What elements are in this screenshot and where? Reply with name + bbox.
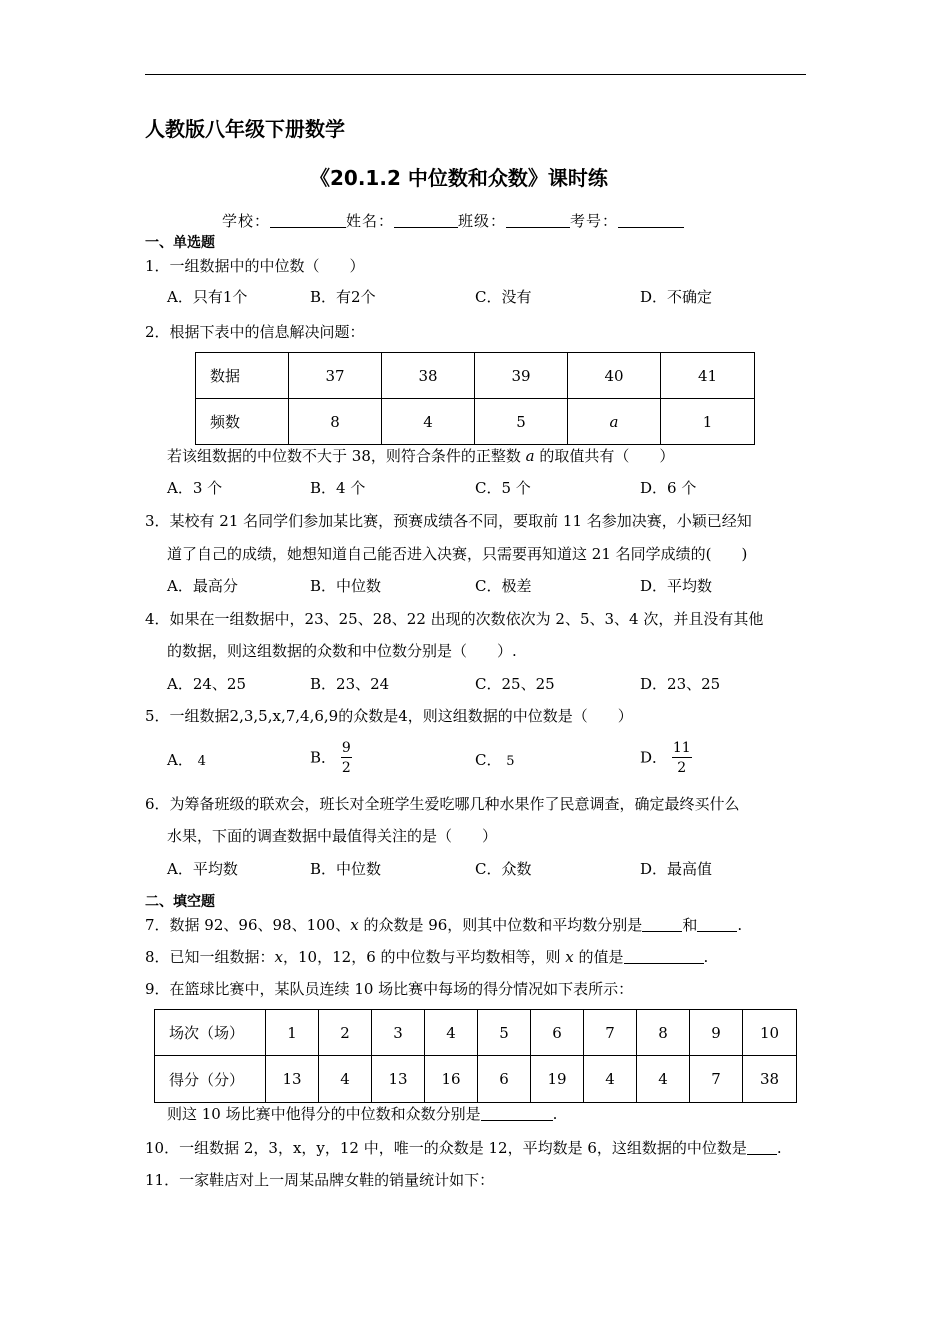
fraction-numerator: 11 <box>672 740 691 756</box>
q1-option-b: B．有2个 <box>310 288 376 306</box>
q6-option-b: B．中位数 <box>310 860 382 878</box>
q4-option-b: B．23、24 <box>310 675 390 693</box>
q9-blank[interactable] <box>481 1106 553 1121</box>
q2-freq-row <box>196 399 755 445</box>
exam-no-blank[interactable] <box>618 213 684 228</box>
q2-option-c: C．5 个 <box>475 479 531 497</box>
q10-text: 10．一组数据 2，3，x，y，12 中，唯一的众数是 12，平均数是 6，这组数据的中位数是 <box>145 1139 747 1157</box>
q1-option-a: A．只有1个 <box>167 288 248 306</box>
q4-stem-line1: 4．如果在一组数据中，23、25、28、22 出现的次数依次为 2、5、3、4 次，并且没有其他 <box>145 610 764 628</box>
q9-score-cell: 38 <box>743 1056 797 1103</box>
q2-data-cell: 41 <box>661 353 755 399</box>
q8-text-post: 的值是 <box>573 948 624 966</box>
q5-option-d-fraction <box>672 741 692 775</box>
q9-score-cell: 13 <box>372 1056 425 1103</box>
q9-scores-row <box>155 1056 797 1103</box>
q4-option-a: A．24、25 <box>167 675 247 693</box>
q8-end: . <box>703 948 709 966</box>
q9-follow-up <box>167 1106 557 1122</box>
name-blank[interactable] <box>394 213 458 228</box>
q2-follow-text: 若该组数据的中位数不大于 38，则符合条件的正整数 <box>167 447 526 465</box>
fraction-numerator: 9 <box>341 740 351 756</box>
q10-stem <box>145 1140 782 1156</box>
q9-score-cell: 6 <box>478 1056 531 1103</box>
q5-mode-value: 4 <box>398 707 408 725</box>
q6-stem-line1: 6．为筹备班级的联欢会，班长对全班学生爱吃哪几种水果作了民意调查，确定最终买什么 <box>145 795 740 813</box>
school-blank[interactable] <box>270 213 346 228</box>
q7-stem <box>145 917 742 933</box>
q5-option-c-value: 5 <box>506 754 515 769</box>
q9-stem: 9．在篮球比赛中，某队员连续 10 场比赛中每场的得分情况如下表所示： <box>145 980 634 998</box>
q5-stem <box>145 709 633 724</box>
q10-blank[interactable] <box>747 1140 777 1155</box>
q7-variable: x <box>350 916 359 934</box>
q9-scores-label: 得分（分） <box>155 1056 266 1103</box>
q2-data-cell: 38 <box>382 353 475 399</box>
q9-score-cell: 19 <box>531 1056 584 1103</box>
q9-game-cell: 4 <box>425 1010 478 1056</box>
q9-game-cell: 7 <box>584 1010 637 1056</box>
q9-game-cell: 3 <box>372 1010 425 1056</box>
q9-score-cell: 4 <box>584 1056 637 1103</box>
q9-end: . <box>552 1105 558 1123</box>
fraction-denominator: 2 <box>677 760 687 776</box>
q6-option-a: A．平均数 <box>167 860 238 878</box>
q2-freq-cell: 4 <box>382 399 475 445</box>
q11-stem: 11．一家鞋店对上一周某品牌女鞋的销量统计如下： <box>145 1171 495 1189</box>
q2-option-b: B．4 个 <box>310 479 366 497</box>
q8-stem <box>145 949 708 965</box>
q9-game-cell: 8 <box>637 1010 690 1056</box>
q5-option-a <box>167 753 206 768</box>
q8-text-mid: ，10，12，6 的中位数与平均数相等，则 <box>283 948 566 966</box>
q5-option-b-label: B． <box>310 748 337 767</box>
q5-option-a-label: A． <box>167 751 193 769</box>
series-title: 人教版八年级下册数学 <box>145 117 345 141</box>
q2-stem: 2．根据下表中的信息解决问题： <box>145 323 365 341</box>
q5-data-list: 2,3,5,x,7,4,6,9 <box>229 707 339 725</box>
q3-option-b: B．中位数 <box>310 577 382 595</box>
q10-end: . <box>776 1139 782 1157</box>
q2-freq-cell: 5 <box>475 399 568 445</box>
fraction-denominator: 2 <box>341 760 351 776</box>
q6-option-c: C．众数 <box>475 860 532 878</box>
q7-end: . <box>737 916 743 934</box>
q1-option-c: C．没有 <box>475 288 532 306</box>
q9-score-cell: 4 <box>319 1056 372 1103</box>
q4-option-d: D．23、25 <box>640 675 721 693</box>
q2-data-cell: 39 <box>475 353 568 399</box>
q7-text: 7．数据 92、96、98、100、 <box>145 916 351 934</box>
q2-follow-up <box>167 449 674 464</box>
q5-option-a-value: 4 <box>197 754 206 769</box>
q3-option-d: D．平均数 <box>640 577 713 595</box>
name-label: 姓名： <box>346 212 395 230</box>
q9-game-cell: 5 <box>478 1010 531 1056</box>
q9-game-cell: 9 <box>690 1010 743 1056</box>
q2-option-d: D．6 个 <box>640 479 697 497</box>
q9-game-cell: 1 <box>266 1010 319 1056</box>
section-single-choice: 一、单选题 <box>145 235 215 251</box>
q3-option-c: C．极差 <box>475 577 532 595</box>
q9-score-table <box>154 1009 797 1103</box>
class-label: 班级： <box>458 212 507 230</box>
q4-stem-line2: 的数据，则这组数据的众数和中位数分别是（ ）. <box>167 642 517 660</box>
q5-stem-text: 5．一组数据 <box>145 707 230 725</box>
q3-stem-line2: 道了自己的成绩，她想知道自己能否进入决赛，只需要再知道这 21 名同学成绩的( ) <box>167 545 748 563</box>
q5-option-b <box>310 741 352 775</box>
q5-option-c <box>475 753 515 768</box>
exam-no-label: 考号： <box>570 212 619 230</box>
q2-variable: a <box>525 447 535 465</box>
q9-game-cell: 2 <box>319 1010 372 1056</box>
q2-freq-cell: 8 <box>289 399 382 445</box>
q9-games-row <box>155 1010 797 1056</box>
q2-data-cell: 40 <box>568 353 661 399</box>
q8-text: 8．已知一组数据： <box>145 948 275 966</box>
q2-freq-cell: a <box>568 399 661 445</box>
class-blank[interactable] <box>506 213 570 228</box>
top-rule <box>145 74 806 75</box>
q2-option-a: A．3 个 <box>167 479 223 497</box>
student-info-line <box>222 213 684 229</box>
q2-frequency-table <box>195 352 755 445</box>
q5-option-b-fraction <box>341 741 352 775</box>
q5-option-d-label: D． <box>640 748 668 767</box>
q7-blank-mean[interactable] <box>697 917 737 932</box>
q4-option-c: C．25、25 <box>475 675 555 693</box>
school-label: 学校： <box>222 212 271 230</box>
q5-stem-mid: 的众数是 <box>338 707 399 725</box>
q2-data-cell: 37 <box>289 353 382 399</box>
q9-games-label: 场次（场） <box>155 1010 266 1056</box>
q7-blank-median[interactable] <box>642 917 682 932</box>
q2-data-row <box>196 353 755 399</box>
q3-stem-line1: 3．某校有 21 名同学们参加某比赛，预赛成绩各不同，要取前 11 名参加决赛，小颖已经知 <box>145 512 752 530</box>
q8-variable-2: x <box>565 948 574 966</box>
q7-and: 和 <box>682 916 698 934</box>
section-fill-blank: 二、填空题 <box>145 894 215 910</box>
q2-freq-cell: 1 <box>661 399 755 445</box>
q1-option-d: D．不确定 <box>640 288 713 306</box>
q6-stem-line2: 水果，下面的调查数据中最值得关注的是（ ） <box>167 827 498 845</box>
q2-freq-label: 频数 <box>196 399 289 445</box>
q9-follow-text: 则这 10 场比赛中他得分的中位数和众数分别是 <box>167 1105 481 1123</box>
q6-option-d: D．最高值 <box>640 860 713 878</box>
q8-blank[interactable] <box>624 949 704 964</box>
q3-option-a: A．最高分 <box>167 577 238 595</box>
q9-score-cell: 7 <box>690 1056 743 1103</box>
q1-stem: 1．一组数据中的中位数（ ） <box>145 257 365 275</box>
q9-score-cell: 4 <box>637 1056 690 1103</box>
q8-variable: x <box>274 948 284 966</box>
q2-data-label: 数据 <box>196 353 289 399</box>
q9-game-cell: 10 <box>743 1010 797 1056</box>
q9-score-cell: 13 <box>266 1056 319 1103</box>
q9-score-cell: 16 <box>425 1056 478 1103</box>
q2-follow-text-end: 的取值共有（ ） <box>534 447 675 465</box>
lesson-title: 《20.1.2 中位数和众数》课时练 <box>310 166 608 190</box>
q5-stem-end: ，则这组数据的中位数是（ ） <box>407 707 633 725</box>
q5-option-d <box>640 741 692 775</box>
q5-option-c-label: C． <box>475 751 502 769</box>
q9-game-cell: 6 <box>531 1010 584 1056</box>
q7-text-mid: 的众数是 96，则其中位数和平均数分别是 <box>358 916 643 934</box>
